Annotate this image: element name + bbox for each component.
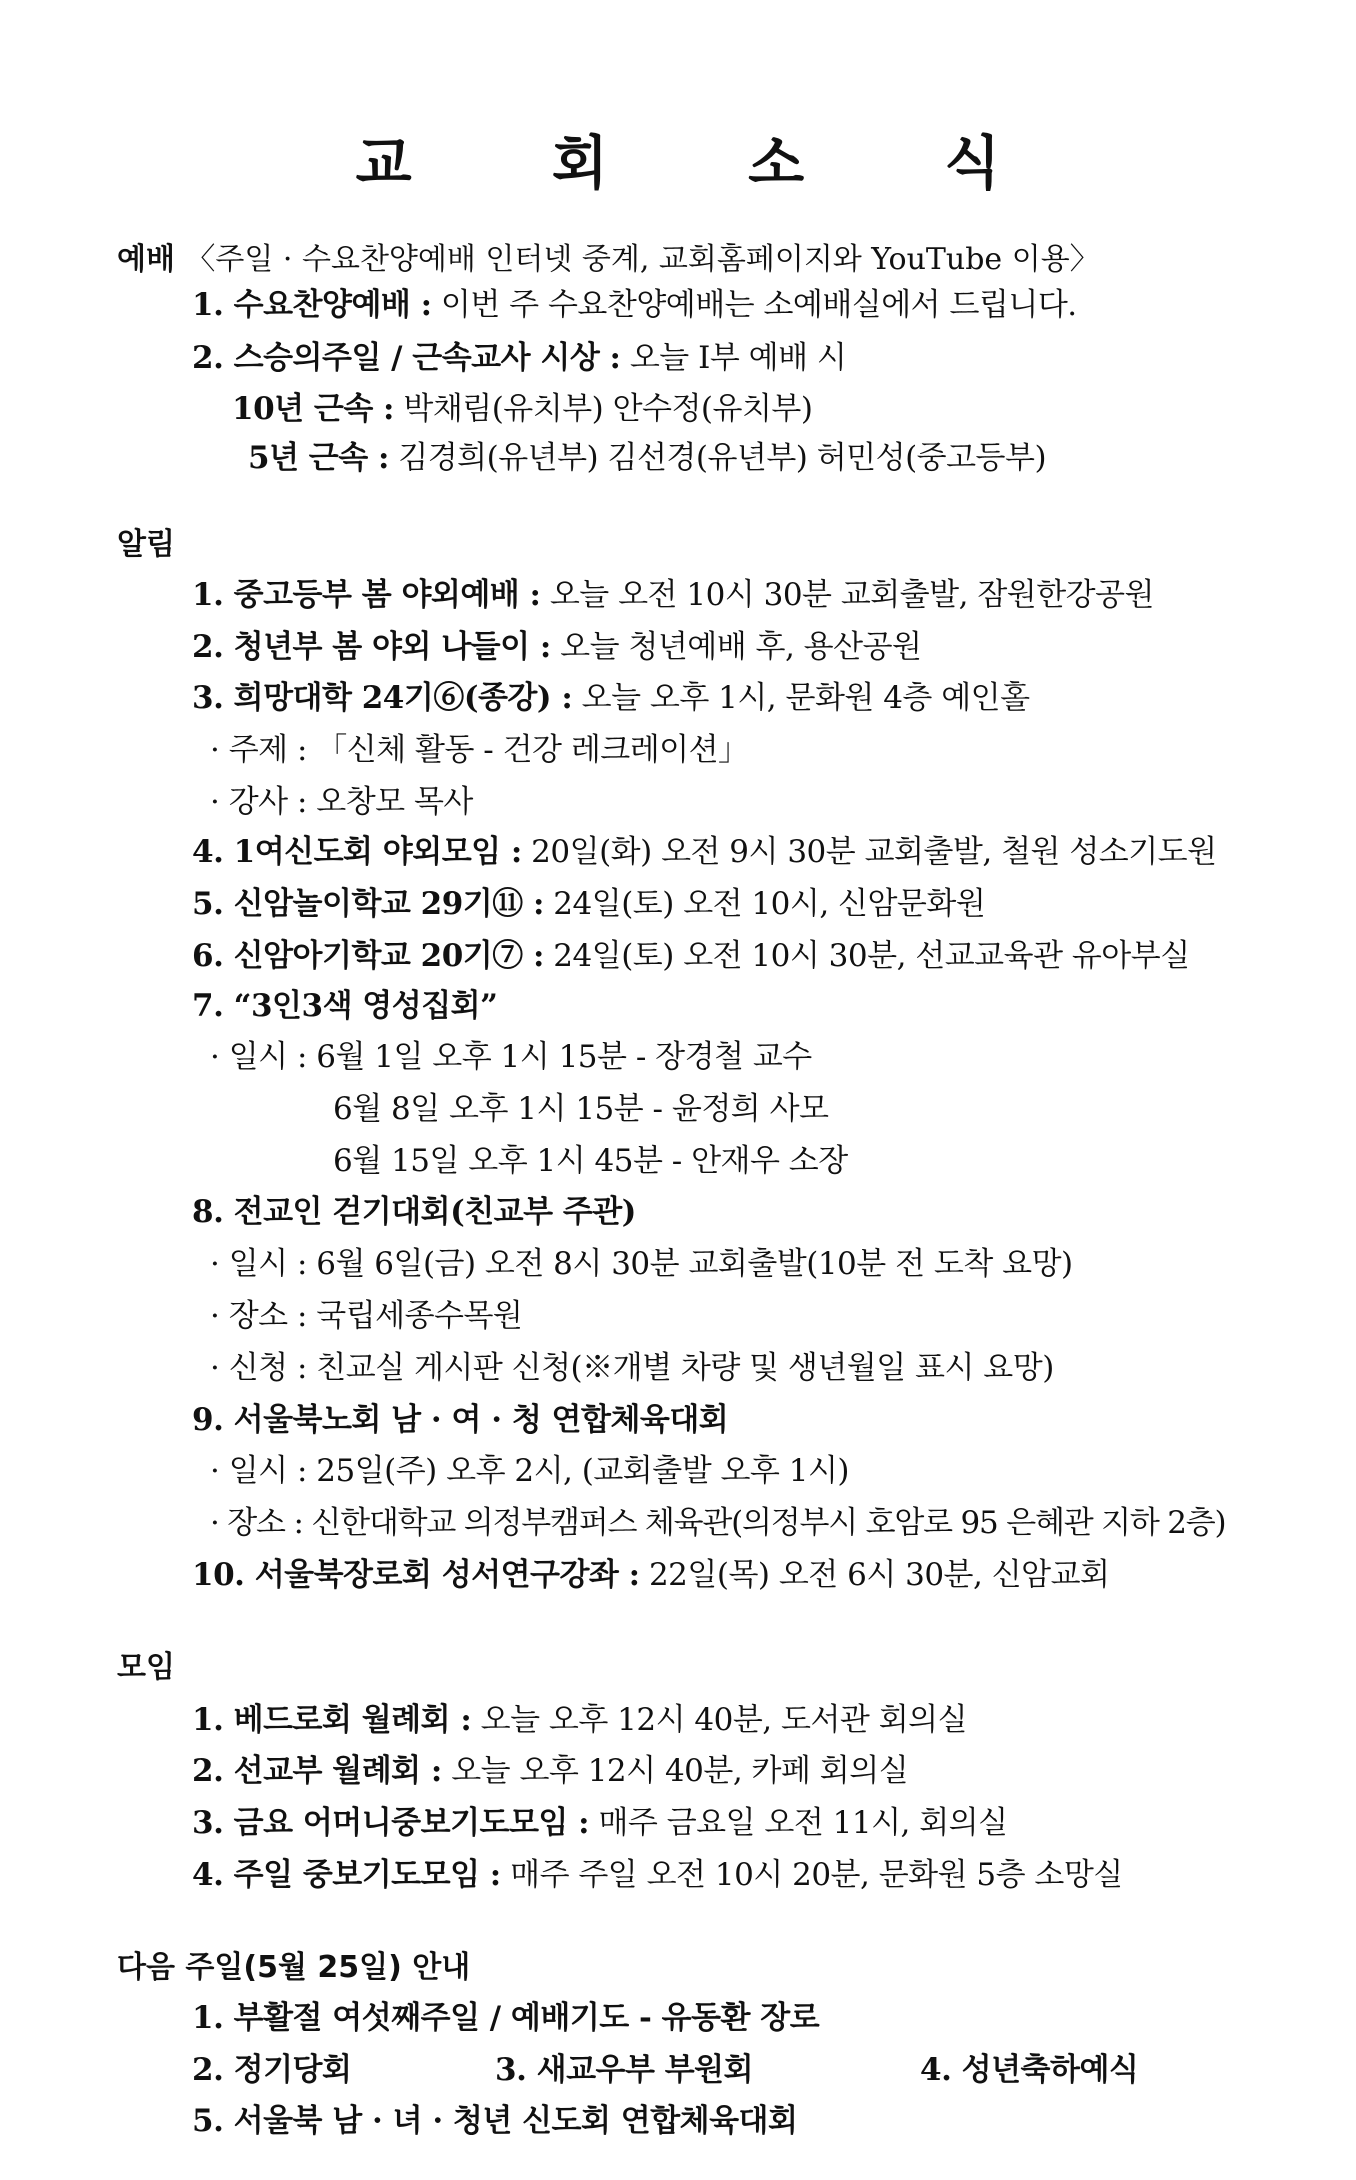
- item-label: 9. 서울북노회 남 · 여 · 청 연합체육대회: [192, 1402, 729, 1438]
- next-sunday-item-2: 2. 정기당회: [192, 2052, 352, 2088]
- notice-7-date-1: · 일시 : 6월 1일 오후 1시 15분 - 장경철 교수: [210, 1039, 812, 1075]
- section-heading-meetings: 모임: [117, 1650, 175, 1685]
- notice-item-5: [192, 884, 985, 924]
- section-heading-next-sunday: 다음 주일(5월 25일) 안내: [117, 1950, 471, 1985]
- notice-7-date-2: 6월 8일 오후 1시 15분 - 윤정희 사모: [333, 1091, 829, 1127]
- item-text: 20일(화) 오전 9시 30분 교회출발, 철원 성소기도원: [521, 834, 1217, 870]
- section-heading-notices: 알림: [117, 527, 175, 562]
- item-label: 2. 선교부 월례회 :: [192, 1753, 442, 1789]
- item-label: 7. “3인3색 영성집회”: [192, 988, 498, 1024]
- worship-item-2: [192, 338, 846, 378]
- next-sunday-item-1: 1. 부활절 여섯째주일 / 예배기도 - 유동환 장로: [192, 2000, 820, 2036]
- item-text: 박채림(유치부) 안수정(유치부): [394, 391, 813, 427]
- notice-item-6: [192, 936, 1190, 976]
- meeting-item-1: [192, 1700, 967, 1740]
- item-label: 5. 신암놀이학교 29기⑪ :: [192, 886, 544, 922]
- item-label: 10년 근속 :: [232, 391, 395, 427]
- meeting-item-2: [192, 1751, 908, 1791]
- notice-9-date: · 일시 : 25일(주) 오후 2시, (교회출발 오후 1시): [210, 1453, 849, 1489]
- item-label: 8. 전교인 걷기대회(친교부 주관): [192, 1194, 636, 1230]
- item-text: 22일(목) 오전 6시 30분, 신암교회: [639, 1557, 1110, 1593]
- item-label: 4. 주일 중보기도모임 :: [192, 1857, 501, 1893]
- item-text: 이번 주 수요찬양예배는 소예배실에서 드립니다.: [431, 287, 1077, 323]
- notice-7-date-3: 6월 15일 오후 1시 45분 - 안재우 소장: [333, 1143, 848, 1179]
- item-label: 1. 베드로회 월례회 :: [192, 1702, 472, 1738]
- notice-9-place: · 장소 : 신한대학교 의정부캠퍼스 체육관(의정부시 호암로 95 은혜관 지하 2층): [210, 1505, 1226, 1541]
- worship-note: 〈주일 · 수요찬양예배 인터넷 중계, 교회홈페이지와 YouTube 이용〉: [185, 242, 1100, 277]
- item-label: 1. 중고등부 봄 야외예배 :: [192, 577, 541, 613]
- item-label: 2. 청년부 봄 야외 나들이 :: [192, 629, 551, 665]
- next-sunday-item-4: 4. 성년축하예식: [920, 2052, 1139, 2088]
- item-label: 6. 신암아기학교 20기⑦ :: [192, 938, 544, 974]
- notice-3-topic: · 주제 : 「신체 활동 - 건강 레크레이션」: [210, 732, 749, 768]
- meeting-item-3: [192, 1803, 1008, 1843]
- item-text: 24일(토) 오전 10시, 신암문화원: [543, 886, 986, 922]
- item-label: 1. 수요찬양예배 :: [192, 287, 432, 323]
- item-text: 24일(토) 오전 10시 30분, 선교교육관 유아부실: [543, 938, 1190, 974]
- item-text: 오늘 청년예배 후, 용산공원: [550, 629, 922, 665]
- notice-8-place: · 장소 : 국립세종수목원: [210, 1298, 523, 1334]
- item-label: 10. 서울북장로회 성서연구강좌 :: [192, 1557, 640, 1593]
- item-label: 4. 1여신도회 야외모임 :: [192, 834, 522, 870]
- next-sunday-item-3: 3. 새교우부 부원회: [495, 2052, 754, 2088]
- worship-heading: 예배: [117, 242, 175, 277]
- notice-item-7: [192, 986, 497, 1026]
- notice-item-4: [192, 832, 1217, 872]
- item-text: 매주 금요일 오전 11시, 회의실: [589, 1805, 1008, 1841]
- page-title: 교 회 소 식: [355, 129, 1061, 197]
- notice-8-date: · 일시 : 6월 6일(금) 오전 8시 30분 교회출발(10분 전 도착 요망): [210, 1246, 1073, 1282]
- item-text: 매주 주일 오전 10시 20분, 문화원 5층 소망실: [500, 1857, 1123, 1893]
- item-label: 3. 금요 어머니중보기도모임 :: [192, 1805, 590, 1841]
- notice-item-3: [192, 678, 1030, 718]
- worship-item-1: [192, 285, 1077, 325]
- notice-item-1: [192, 575, 1154, 615]
- item-text: 김경희(유년부) 김선경(유년부) 허민성(중고등부): [388, 440, 1047, 476]
- item-label: 5년 근속 :: [248, 440, 389, 476]
- notice-8-apply: · 신청 : 친교실 게시판 신청(※개별 차량 및 생년월일 표시 요망): [210, 1350, 1054, 1386]
- notice-item-8: [192, 1192, 636, 1232]
- notice-item-10: [192, 1555, 1110, 1595]
- award-5-years: [248, 438, 1046, 478]
- notice-3-speaker: · 강사 : 오창모 목사: [210, 784, 473, 820]
- section-heading-worship: [117, 240, 1100, 280]
- item-text: 오늘 오전 10시 30분 교회출발, 잠원한강공원: [540, 577, 1155, 613]
- item-text: 오늘 Ⅰ부 예배 시: [620, 340, 847, 376]
- award-10-years: [232, 389, 812, 429]
- notice-item-9: [192, 1400, 728, 1440]
- meeting-item-4: [192, 1855, 1123, 1895]
- next-sunday-item-5: 5. 서울북 남 · 녀 · 청년 신도회 연합체육대회: [192, 2103, 798, 2139]
- item-text: 오늘 오후 1시, 문화원 4층 예인홀: [572, 680, 1030, 716]
- item-label: 2. 스승의주일 / 근속교사 시상 :: [192, 340, 621, 376]
- notice-item-2: [192, 627, 921, 667]
- item-label: 3. 희망대학 24기⑥(종강) :: [192, 680, 573, 716]
- item-text: 오늘 오후 12시 40분, 카페 회의실: [441, 1753, 909, 1789]
- item-text: 오늘 오후 12시 40분, 도서관 회의실: [471, 1702, 968, 1738]
